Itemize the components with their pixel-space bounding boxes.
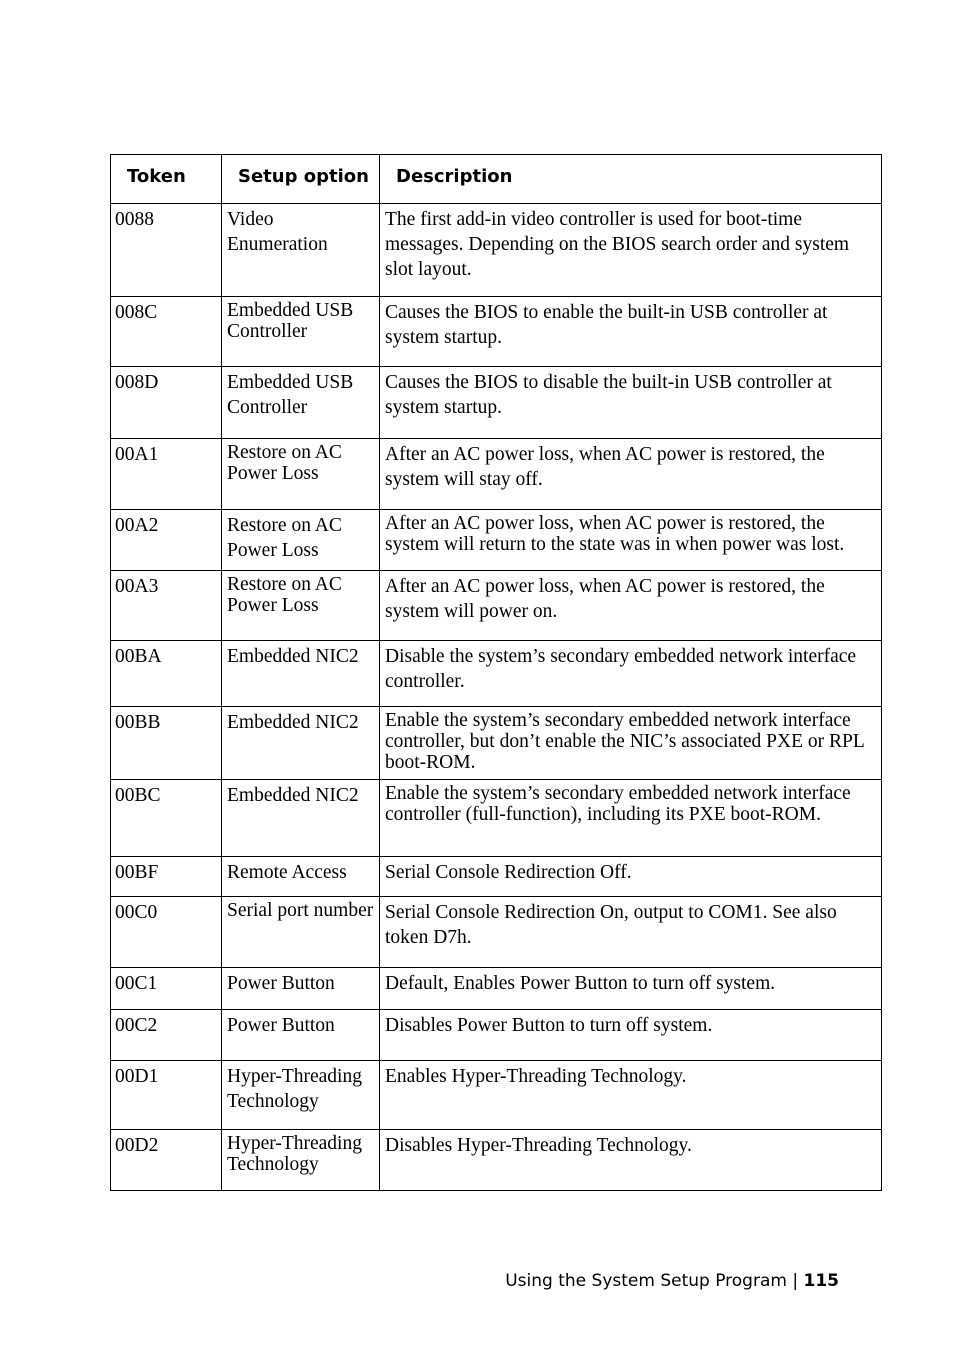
setup-option-cell: Hyper-Threading Technology — [222, 1061, 380, 1130]
footer-section-title: Using the System Setup Program — [505, 1271, 787, 1291]
setup-option-cell: Restore on AC Power Loss — [222, 571, 380, 641]
setup-option-cell: Remote Access — [222, 857, 380, 897]
setup-option-cell: Embedded USB Controller — [222, 367, 380, 439]
setup-option-cell: Restore on AC Power Loss — [222, 439, 380, 510]
setup-option-cell: Power Button — [222, 1010, 380, 1061]
description-cell: Enable the system’s secondary embedded network interface controller, but don’t enable the NIC’s associated PXE or RPL boot-ROM. — [380, 707, 882, 780]
description-cell: Serial Console Redirection On, output to COM1. See also token D7h. — [380, 897, 882, 968]
table-row — [111, 1130, 882, 1191]
setup-option-cell: Embedded NIC2 — [222, 707, 380, 780]
table-row — [111, 1061, 882, 1130]
table-row — [111, 439, 882, 510]
table-row — [111, 641, 882, 707]
table-row — [111, 297, 882, 367]
table-row — [111, 707, 882, 780]
description-cell: Causes the BIOS to enable the built-in USB controller at system startup. — [380, 297, 882, 367]
token-cell: 00D2 — [111, 1130, 222, 1191]
table-row — [111, 968, 882, 1010]
token-table — [110, 154, 882, 1191]
token-cell: 008C — [111, 297, 222, 367]
table-row — [111, 510, 882, 571]
table-row — [111, 780, 882, 857]
description-cell: After an AC power loss, when AC power is restored, the system will power on. — [380, 571, 882, 641]
token-cell: 00A1 — [111, 439, 222, 510]
token-cell: 0088 — [111, 204, 222, 297]
header-description: Description — [380, 155, 882, 204]
setup-option-cell: Embedded USB Controller — [222, 297, 380, 367]
setup-option-cell: Hyper-Threading Technology — [222, 1130, 380, 1191]
description-cell: Causes the BIOS to disable the built-in USB controller at system startup. — [380, 367, 882, 439]
token-cell: 00A2 — [111, 510, 222, 571]
table-row — [111, 204, 882, 297]
token-cell: 00BB — [111, 707, 222, 780]
page-footer — [505, 1271, 839, 1291]
token-cell: 008D — [111, 367, 222, 439]
page-number: 115 — [803, 1271, 839, 1291]
table-row — [111, 857, 882, 897]
token-cell: 00BF — [111, 857, 222, 897]
description-cell: The first add-in video controller is used for boot-time messages. Depending on the BIOS search order and system slot layout. — [380, 204, 882, 297]
token-cell: 00A3 — [111, 571, 222, 641]
setup-option-cell: Serial port number — [222, 897, 380, 968]
table-row — [111, 897, 882, 968]
header-token: Token — [111, 155, 222, 204]
setup-option-cell: Video Enumeration — [222, 204, 380, 297]
description-cell: Enable the system’s secondary embedded network interface controller (full-function), including its PXE boot-ROM. — [380, 780, 882, 857]
setup-option-cell: Embedded NIC2 — [222, 780, 380, 857]
description-cell: After an AC power loss, when AC power is restored, the system will stay off. — [380, 439, 882, 510]
setup-option-cell: Embedded NIC2 — [222, 641, 380, 707]
description-cell: Serial Console Redirection Off. — [380, 857, 882, 897]
token-cell: 00C0 — [111, 897, 222, 968]
table-row — [111, 367, 882, 439]
description-cell: Disables Hyper-Threading Technology. — [380, 1130, 882, 1191]
token-cell: 00BC — [111, 780, 222, 857]
setup-option-cell: Restore on AC Power Loss — [222, 510, 380, 571]
description-cell: Default, Enables Power Button to turn off system. — [380, 968, 882, 1010]
description-cell: Disable the system’s secondary embedded network interface controller. — [380, 641, 882, 707]
description-cell: After an AC power loss, when AC power is restored, the system will return to the state was in when power was lost. — [380, 510, 882, 571]
table-row — [111, 1010, 882, 1061]
setup-option-cell: Power Button — [222, 968, 380, 1010]
token-cell: 00C2 — [111, 1010, 222, 1061]
footer-separator: | — [792, 1271, 799, 1291]
token-cell: 00C1 — [111, 968, 222, 1010]
description-cell: Disables Power Button to turn off system. — [380, 1010, 882, 1061]
token-cell: 00BA — [111, 641, 222, 707]
token-cell: 00D1 — [111, 1061, 222, 1130]
description-cell: Enables Hyper-Threading Technology. — [380, 1061, 882, 1130]
table-header-row — [111, 155, 882, 204]
header-setup-option: Setup option — [222, 155, 380, 204]
table-row — [111, 571, 882, 641]
